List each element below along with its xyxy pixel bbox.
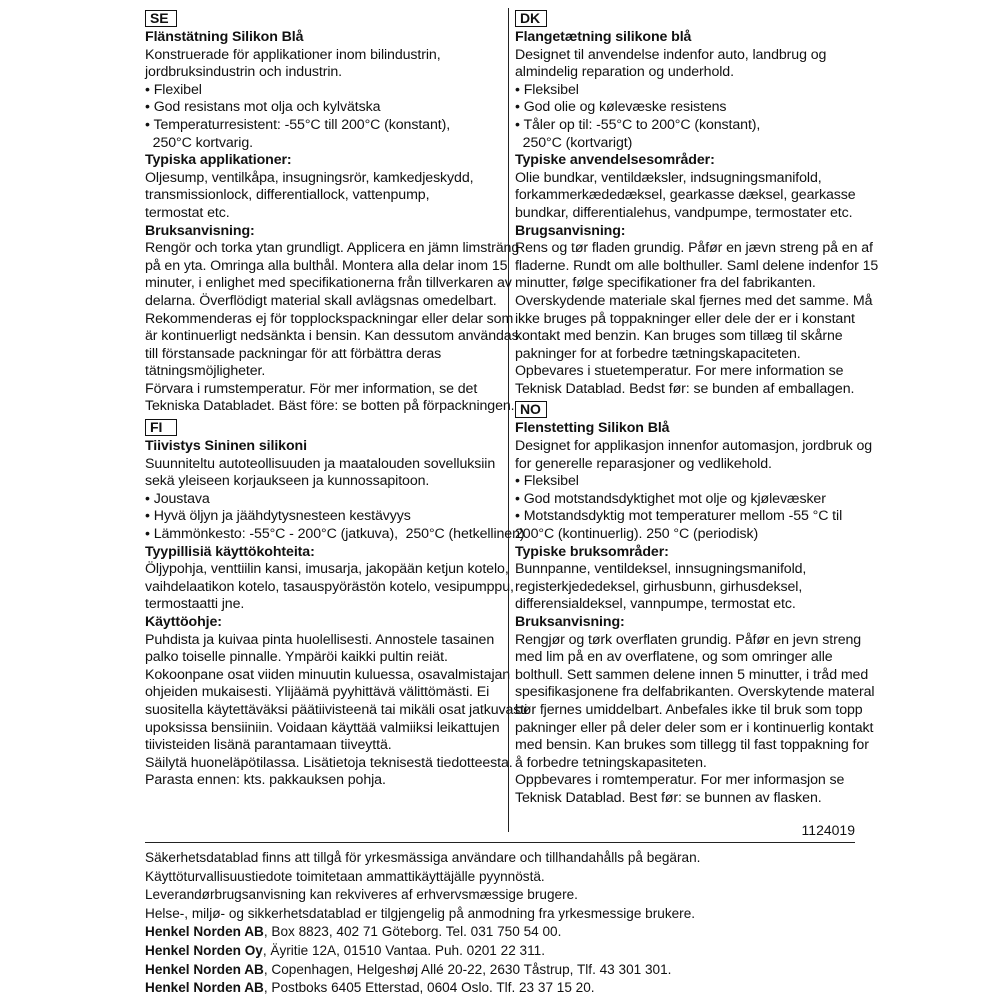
instructions-line: ikke bruges på toppakninger eller dele der er i konstant xyxy=(515,310,855,327)
intro-line: sekä yleiseen korjaukseen ja kunnossapitoon. xyxy=(145,473,430,490)
applications-heading: Tyypillisiä käyttökohteita: xyxy=(145,543,315,560)
feature-bullet: • God motstandsdyktighet mot olje og kjølevæsker xyxy=(515,490,826,507)
instructions-line: med lim på en av overflatene, og som omringer alle xyxy=(515,649,833,666)
product-title: Flenstetting Silikon Blå xyxy=(515,420,670,437)
instructions-line: Säilytä huoneläpötilassa. Lisätietoja teknisestä tiedotteesta. xyxy=(145,754,513,771)
instructions-line: bolthull. Sett sammen delene innen 5 minutter, i tråd med xyxy=(515,666,869,683)
instructions-line: kontakt med benzin. Kan bruges som tillæg til skårne xyxy=(515,328,843,345)
feature-bullet: 250°C (kortvarigt) xyxy=(515,134,633,151)
language-code-badge: SE xyxy=(145,10,177,27)
instructions-line: tiivisteiden lisänä parantamaan tiiveyttä. xyxy=(145,737,392,754)
intro-line: Suunniteltu autoteollisuuden ja maatalouden sovelluksiin xyxy=(145,455,496,472)
instructions-line: Rens og tør fladen grundig. Påfør en jævn streng på en af xyxy=(515,240,873,257)
right-column xyxy=(515,10,879,811)
feature-bullet: • Tåler op til: -55°C to 200°C (konstant), xyxy=(515,116,761,133)
instructions-heading: Bruksanvisning: xyxy=(515,614,625,630)
feature-bullet: • Flexibel xyxy=(145,81,202,98)
instructions-line: å forbedre tetningskapasiteten. xyxy=(515,754,707,771)
instructions-line: fladerne. Rundt om alle bolthuller. Saml delene indenfor 15 xyxy=(515,257,879,274)
instructions-line: ohjeiden mukaisesti. Ylijäämä pyyhittävä välittömästi. Ei xyxy=(145,684,490,701)
address-text: , Copenhagen, Helgeshøj Allé 20-22, 2630 Tåstrup, Tlf. 43 301 301. xyxy=(263,961,672,977)
notice-line: Säkerhetsdatablad finns att tillgå för yrkesmässiga användare och tillhandahålls på begäran. xyxy=(145,850,701,865)
instructions-line: Teknisk Datablad. Bedst før: se bunden af emballagen. xyxy=(515,380,855,397)
instructions-line: tätningsmöjligheter. xyxy=(145,363,266,380)
footer-addresses xyxy=(145,923,865,997)
section-se xyxy=(145,10,520,416)
footer-divider xyxy=(145,842,855,843)
instructions-line: Kokoonpane osat viiden minuutin kuluessa, osavalmistajan xyxy=(145,666,511,683)
instructions-line: suositella käytettäväksi päätiivisteenä tai mikäli osat jatkuvasti xyxy=(145,701,528,718)
instructions-line: spesifikasjonene fra delfabrikanten. Overskytende materal xyxy=(515,684,875,701)
instructions-heading: Bruksanvisning: xyxy=(145,222,255,239)
applications-line: termostaatti jne. xyxy=(145,596,245,613)
feature-bullet: • Motstandsdyktig mot temperaturer mellom -55 °C til xyxy=(515,508,843,525)
address-line xyxy=(145,961,865,980)
instructions-line: Oppbevares i romtemperatur. For mer informasjon se xyxy=(515,772,845,789)
applications-line: registerkjededeksel, girhusbunn, girhusdeksel, xyxy=(515,578,803,595)
instructions-line: pakninger for at forbedre tætningskapaciteten. xyxy=(515,345,801,362)
instructions-line: Parasta ennen: kts. pakkauksen pohja. xyxy=(145,772,386,789)
intro-line: Designet til anvendelse indenfor auto, landbrug og xyxy=(515,46,827,63)
applications-line: Bunnpanne, ventildeksel, innsugningsmanifold, xyxy=(515,561,807,578)
instructions-line: till förstansade packningar för att förbättra deras xyxy=(145,345,442,362)
feature-bullet: • God olie og kølevæske resistens xyxy=(515,99,727,116)
instructions-line: Tekniska Databladet. Bäst före: se botten på förpackningen. xyxy=(145,398,515,415)
instructions-line: Overskydende materiale skal fjernes med det samme. Må xyxy=(515,292,873,309)
intro-line: jordbruksindustrin och industrin. xyxy=(145,64,343,81)
instructions-line: Opbevares i stuetemperatur. For mere information se xyxy=(515,363,844,380)
feature-bullet: • Temperaturresistent: -55°C till 200°C (konstant), xyxy=(145,116,451,133)
intro-line: Konstruerade för applikationer inom bilindustrin, xyxy=(145,46,441,63)
language-code-badge: DK xyxy=(515,10,547,27)
product-title: Flangetætning silikone blå xyxy=(515,29,692,45)
intro-line: almindelig reparation og underhold. xyxy=(515,64,734,81)
instructions-line: upoksissa bensiiniin. Voidaan käyttää valmiiksi leikattujen xyxy=(145,719,500,736)
feature-bullet: • Fleksibel xyxy=(515,81,579,98)
applications-heading: Typiska applikationer: xyxy=(145,152,292,169)
product-title: Tiivistys Sininen silikoni xyxy=(145,438,307,455)
instructions-line: minuter, i enlighet med specifikationerna från tillverkaren av xyxy=(145,275,512,292)
instructions-line: bør fjernes umiddelbart. Anbefales ikke til bruk som topp xyxy=(515,701,863,718)
left-column xyxy=(145,10,528,793)
applications-line: transmissionlock, differentiallock, vattenpump, xyxy=(145,187,430,204)
applications-heading: Typiske anvendelsesområder: xyxy=(515,152,715,169)
applications-heading: Typiske bruksområder: xyxy=(515,543,669,560)
feature-bullet: • Fleksibel xyxy=(515,473,579,490)
applications-line: differensialdeksel, vannpumpe, termostat etc. xyxy=(515,596,796,613)
section-fi xyxy=(145,419,528,790)
notice-line: Helse-, miljø- og sikkerhetsdatablad er tilgjengelig på anmodning fra yrkesmessige brukere. xyxy=(145,905,696,921)
language-code-badge: FI xyxy=(145,419,177,436)
address-text: , Äyritie 12A, 01510 Vantaa. Puh. 0201 22 311. xyxy=(262,942,545,958)
applications-line: vaihdelaatikon kotelo, tasauspyörästön kotelo, vesipumppu, xyxy=(145,578,514,595)
instructions-heading: Brugsanvisning: xyxy=(515,222,626,239)
instructions-line: Rengör och torka ytan grundligt. Applicera en jämn limsträng xyxy=(145,240,520,257)
feature-bullet: 200°C (kontinuerlig). 250 °C (periodisk) xyxy=(515,526,759,543)
feature-bullet: 250°C kortvarig. xyxy=(145,134,253,151)
feature-bullet: • Hyvä öljyn ja jäähdytysnesteen kestävyys xyxy=(145,508,411,525)
applications-line: termostat etc. xyxy=(145,204,230,221)
notice-line: Käyttöturvallisuustiedote toimitetaan ammattikäyttäjälle pyynnöstä. xyxy=(145,868,545,884)
company-name: Henkel Norden AB xyxy=(145,980,264,996)
address-text: , Box 8823, 402 71 Göteborg. Tel. 031 750 54 00. xyxy=(263,924,562,940)
notice-line: Leverandørbrugsanvisning kan rekviveres af erhvervsmæssige brugere. xyxy=(145,887,578,903)
document-code: 1124019 xyxy=(801,822,855,838)
company-name: Henkel Norden Oy xyxy=(145,942,263,958)
instructions-line: är kontinuerligt nedsänkta i bensin. Kan dessutom användas xyxy=(145,328,519,345)
instructions-heading: Käyttöohje: xyxy=(145,614,222,630)
address-line xyxy=(145,942,865,961)
footer xyxy=(145,849,865,998)
feature-bullet: • God resistans mot olja och kylvätska xyxy=(145,99,381,116)
instructions-line: med bensin. Kan brukes som tillegg til fast toppakning for xyxy=(515,737,869,754)
feature-bullet: • Joustava xyxy=(145,490,210,507)
address-text: , Postboks 6405 Etterstad, 0604 Oslo. Tlf. 23 37 15 20. xyxy=(263,980,595,996)
instructions-line: delarna. Överflödigt material skall avlägsnas omedelbart. xyxy=(145,292,497,309)
instructions-line: Rengjør og tørk overflaten grundig. Påfør en jevn streng xyxy=(515,631,862,648)
applications-line: forkammerkædedæksel, gearkasse dæksel, gearkasse xyxy=(515,187,856,204)
footer-notices xyxy=(145,849,865,923)
instructions-line: på en yta. Omringa alla bulthål. Montera alla delar inom 15 xyxy=(145,257,508,274)
company-name: Henkel Norden AB xyxy=(145,924,264,940)
address-line xyxy=(145,979,865,998)
language-code-badge: NO xyxy=(515,401,547,418)
applications-line: bundkar, differentialehus, vandpumpe, termostater etc. xyxy=(515,204,853,221)
instructions-line: Teknisk Datablad. Best før: se bunnen av flasken. xyxy=(515,789,822,806)
instructions-line: Puhdista ja kuivaa pinta huolellisesti. Annostele tasainen xyxy=(145,631,495,648)
applications-line: Öljypohja, venttiilin kansi, imusarja, jakopään ketjun kotelo, xyxy=(145,561,509,578)
company-name: Henkel Norden AB xyxy=(145,961,264,977)
instructions-line: minutter, følge specifikationer fra del fabrikanten. xyxy=(515,275,816,292)
section-dk xyxy=(515,10,879,398)
intro-line: Designet for applikasjon innenfor automasjon, jordbruk og xyxy=(515,438,873,455)
product-title: Flänstätning Silikon Blå xyxy=(145,29,304,45)
intro-line: for generelle reparasjoner og vedlikehold. xyxy=(515,455,772,472)
applications-line: Oljesump, ventilkåpa, insugningsrör, kamkedjeskydd, xyxy=(145,169,474,186)
instructions-line: palko toiselle pinnalle. Ympäröi kaikki pultin reiät. xyxy=(145,649,448,666)
instructions-line: Rekommenderas ej för topplockspackningar eller delar som xyxy=(145,310,514,327)
section-no xyxy=(515,401,875,807)
instructions-line: pakninger eller på deler deler som er i kontinuerlig kontakt xyxy=(515,719,874,736)
address-line xyxy=(145,923,865,942)
instructions-line: Förvara i rumstemperatur. För mer information, se det xyxy=(145,380,478,397)
applications-line: Olie bundkar, ventildæksler, indsugningsmanifold, xyxy=(515,169,822,186)
feature-bullet: • Lämmönkesto: -55°C - 200°C (jatkuva), 250°C (hetkellinen) xyxy=(145,526,525,543)
